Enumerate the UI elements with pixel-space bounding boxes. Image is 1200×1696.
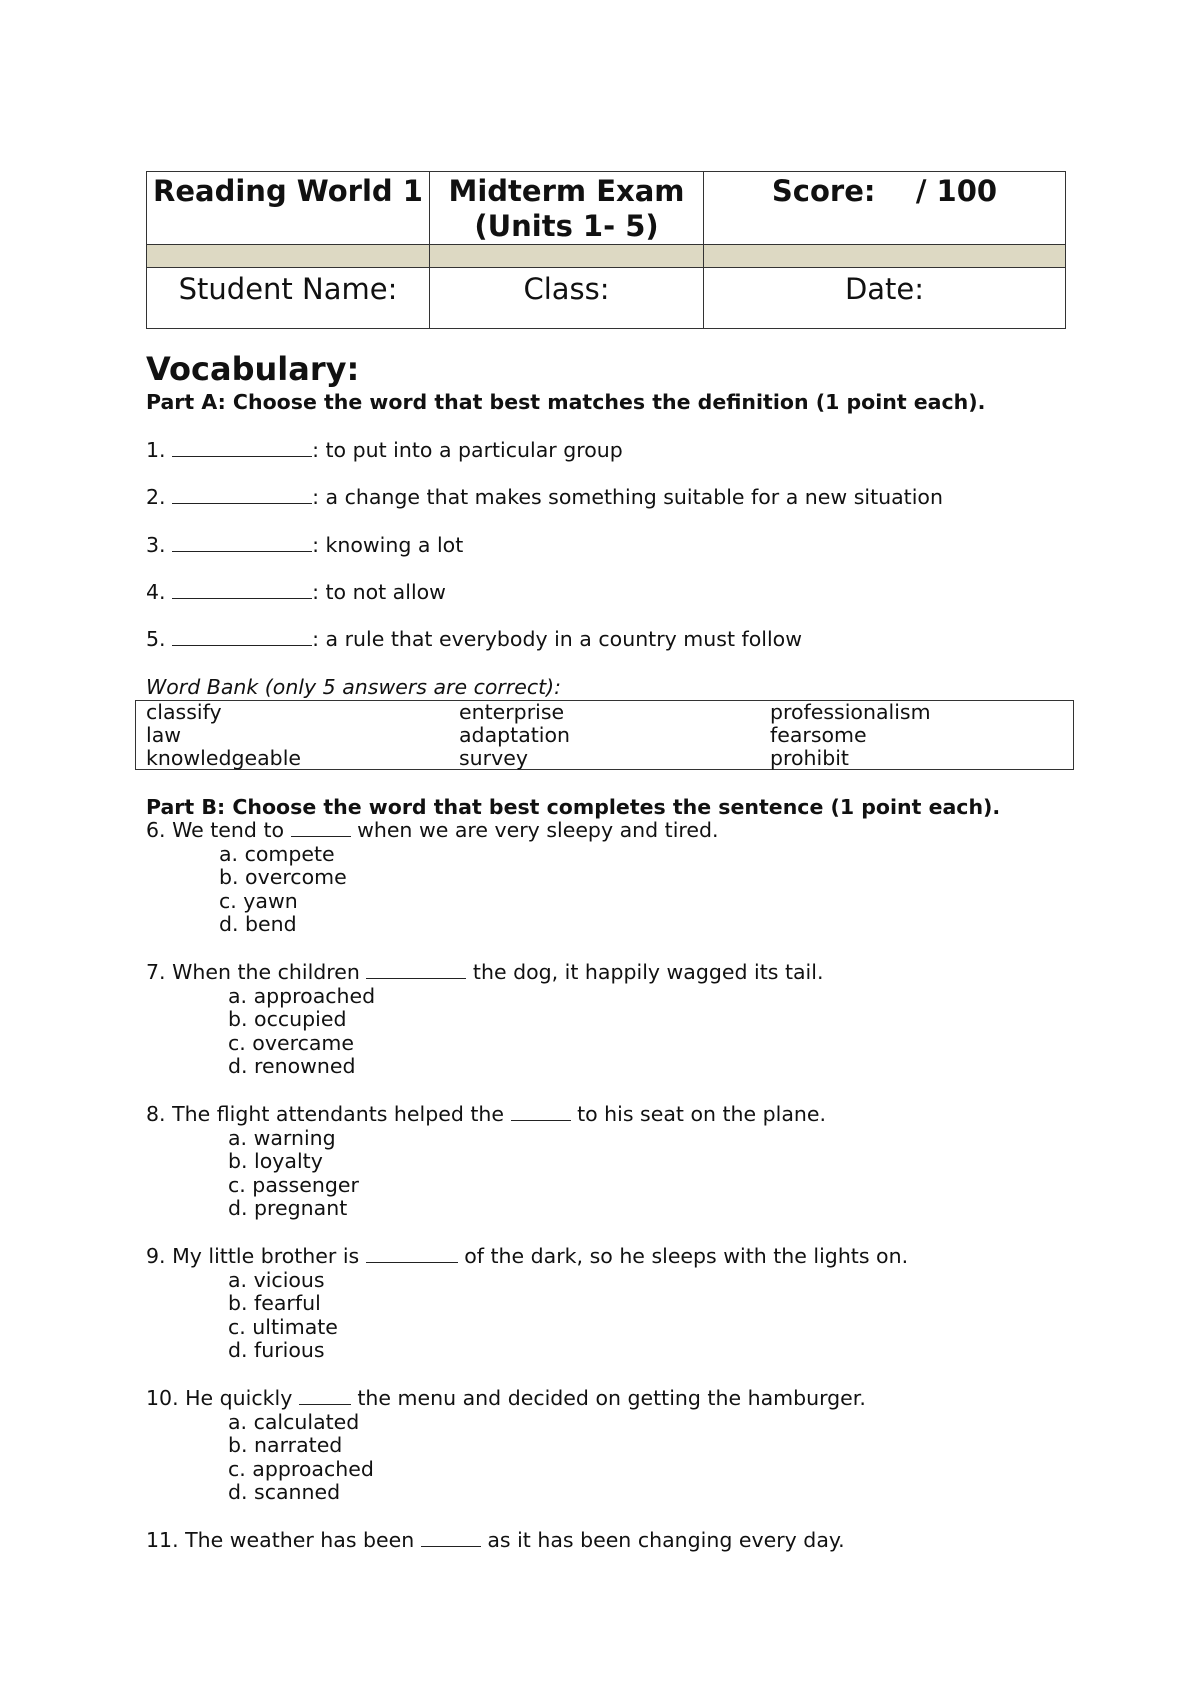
answer-blank	[291, 818, 351, 837]
answer-option: c. yawn	[219, 889, 298, 913]
question-text: 8. The flight attendants helped the	[146, 1102, 511, 1126]
definition-item	[146, 627, 802, 651]
answer-blank	[172, 485, 312, 504]
answer-option: b. fearful	[228, 1291, 321, 1315]
answer-option: c. approached	[228, 1457, 374, 1481]
shaded-cell	[430, 245, 704, 268]
answer-option: b. loyalty	[228, 1149, 323, 1173]
definition-item	[146, 580, 446, 604]
question-stem	[146, 818, 719, 842]
word-bank-word: survey	[459, 746, 528, 770]
answer-option: d. bend	[219, 912, 297, 936]
date-field: Date:	[704, 268, 1066, 329]
word-bank-word: prohibit	[770, 746, 849, 770]
answer-option: b. occupied	[228, 1007, 347, 1031]
word-bank-caption: Word Bank (only 5 answers are correct):	[146, 675, 562, 699]
definition-item	[146, 438, 623, 462]
definition-item	[146, 485, 943, 509]
answer-option: a. warning	[228, 1126, 336, 1150]
answer-option: d. furious	[228, 1338, 325, 1362]
answer-option: d. pregnant	[228, 1196, 348, 1220]
item-number: 1.	[146, 438, 173, 462]
item-number: 3.	[146, 533, 173, 557]
definition-text: : a change that makes something suitable for a new situation	[312, 485, 943, 509]
answer-blank	[366, 960, 466, 979]
part-a-instruction: Part A: Choose the word that best matches the definition (1 point each).	[146, 390, 986, 414]
score-field: Score: / 100	[704, 172, 1066, 245]
exam-header-table	[146, 171, 1066, 329]
word-bank-word: law	[146, 723, 182, 747]
definition-text: : a rule that everybody in a country must follow	[312, 627, 802, 651]
answer-option: a. vicious	[228, 1268, 325, 1292]
definition-text: : knowing a lot	[312, 533, 464, 557]
question-stem	[146, 1528, 845, 1552]
class-field: Class:	[430, 268, 704, 329]
question-text: 6. We tend to	[146, 818, 291, 842]
question-stem	[146, 1244, 908, 1268]
question-stem	[146, 960, 823, 984]
exam-title: Midterm Exam (Units 1- 5)	[430, 172, 704, 245]
answer-option: d. scanned	[228, 1480, 341, 1504]
answer-option: c. ultimate	[228, 1315, 338, 1339]
answer-option: c. overcame	[228, 1031, 354, 1055]
word-bank-box	[135, 700, 1074, 770]
question-text: the menu and decided on getting the hamburger.	[350, 1386, 866, 1410]
question-text: to his seat on the plane.	[570, 1102, 827, 1126]
definition-text: : to put into a particular group	[312, 438, 623, 462]
word-bank-word: professionalism	[770, 700, 931, 724]
question-text: 7. When the children	[146, 960, 367, 984]
answer-option: d. renowned	[228, 1054, 356, 1078]
section-title: Vocabulary:	[146, 350, 360, 388]
question-text: as it has been changing every day.	[480, 1528, 845, 1552]
shaded-cell	[147, 245, 430, 268]
answer-blank	[172, 438, 312, 457]
answer-option: c. passenger	[228, 1173, 359, 1197]
question-text: of the dark, so he sleeps with the lights on.	[457, 1244, 909, 1268]
course-title: Reading World 1	[147, 172, 430, 245]
answer-blank	[366, 1244, 458, 1263]
question-text: 10. He quickly	[146, 1386, 299, 1410]
item-number: 5.	[146, 627, 173, 651]
question-text: 11. The weather has been	[146, 1528, 421, 1552]
answer-option: a. compete	[219, 842, 335, 866]
answer-blank	[172, 580, 312, 599]
answer-option: b. narrated	[228, 1433, 343, 1457]
answer-blank	[421, 1528, 481, 1547]
question-text: the dog, it happily wagged its tail.	[466, 960, 824, 984]
word-bank-word: classify	[146, 700, 222, 724]
question-text: 9. My little brother is	[146, 1244, 366, 1268]
word-bank-word: fearsome	[770, 723, 867, 747]
word-bank-word: adaptation	[459, 723, 571, 747]
shaded-cell	[704, 245, 1066, 268]
student-name-field: Student Name:	[147, 268, 430, 329]
answer-option: a. approached	[228, 984, 376, 1008]
question-text: when we are very sleepy and tired.	[350, 818, 719, 842]
answer-blank	[172, 627, 312, 646]
item-number: 2.	[146, 485, 173, 509]
question-stem	[146, 1102, 826, 1126]
part-b-instruction: Part B: Choose the word that best completes the sentence (1 point each).	[146, 795, 1001, 819]
question-stem	[146, 1386, 866, 1410]
answer-blank	[172, 533, 312, 552]
answer-option: a. calculated	[228, 1410, 360, 1434]
item-number: 4.	[146, 580, 173, 604]
definition-text: : to not allow	[312, 580, 446, 604]
answer-blank	[511, 1102, 571, 1121]
word-bank-word: enterprise	[459, 700, 565, 724]
answer-option: b. overcome	[219, 865, 347, 889]
answer-blank	[299, 1386, 351, 1405]
word-bank-word: knowledgeable	[146, 746, 302, 770]
definition-item	[146, 533, 463, 557]
